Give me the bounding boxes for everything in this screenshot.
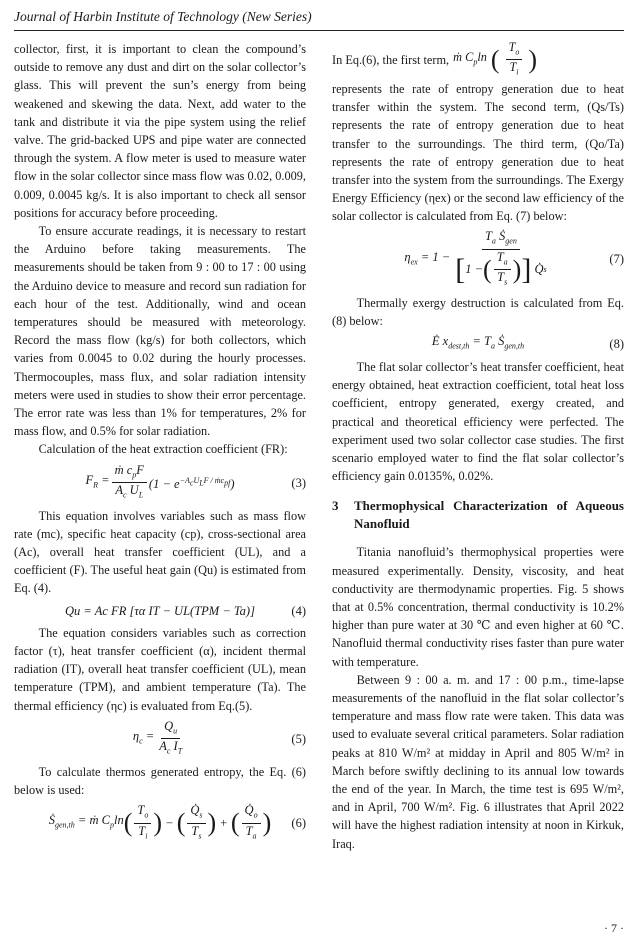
equation-number: (5)	[291, 731, 306, 746]
equation-7: $\eta_{ex} = 1$ − $T_a$ Ṡ$_{gen}$ [ 1 − ( $\frac{T_a}{T_s}$ ) ] Q̇ s (7)	[404, 229, 624, 287]
equation-8: Ė $x_{dest,th} = T_a$ Ṡ$_{gen,th}$ (8)	[332, 332, 624, 356]
journal-header: Journal of Harbin Institute of Technology (New Series)	[14, 9, 312, 24]
paragraph: To ensure accurate readings, it is necessary to restart the Arduino before taking measurements. The measurements should be taken from 9 : 00 to 17 : 00 using the Arduino device to measure and record sun radiation for each hour of the test. Additionally, wind and ocean temperatures should be measured with meteorology. Record the mass flow (kg/s) for both collectors, which varies from 0.0045 to 0.02 during the hourly processes. Thermocouples, mass flux, and solar radiation intensity meters were used in studies to show their error percentage. The error rate was less than 1% for temperatures, 2% for mass flow, and 0.5% for solar radiation.	[14, 224, 306, 439]
paragraph: Thermally exergy destruction is calculated from Eq.(8) below:	[332, 295, 624, 328]
paragraph: In Eq.(6), the first term, ṁ $C_p\ln$ ( $\frac{T_o}{T_i}$ )	[332, 40, 538, 77]
page-number: · 7 ·	[604, 921, 624, 935]
left-column	[14, 40, 306, 847]
equation-number: (3)	[291, 475, 306, 490]
section-number: 3	[332, 498, 339, 514]
paragraph: Calculation of the heat extraction coefficient (FR):	[38, 442, 288, 457]
paragraph: To calculate thermos generated entropy, the Eq. (6) below is used:	[14, 764, 306, 797]
paragraph: collector, first, it is important to clean the compound’s outside to remove any dust and dirt on the solar collector’s glass. This will prevent the sun’s energy from being weakened and skewing the data. Next, add water to the tank and distribute it via the pipe system using the relief valve. The grid-backed UPS and pipe water are connected through the system. A flow meter is used to measure water flow in the solar collector since mass flow was 0.02, 0.009, 0.009, 0.0045 kg/s. It is also important to check all sensor positions for accuracy before proceeding.	[14, 42, 306, 220]
equation-4: Qu = Ac FR [τα IT − UL(TPM − Ta)] (4)	[14, 600, 306, 622]
equation-number: (7)	[609, 252, 624, 267]
equation-6: Ṡ$_{gen,th}$ = ṁ $C_p\ln$ ( $\frac{T_o}{T_i}$ ) − ( $\frac{Q̇_s}{T_s}$ ) + ( $\frac{Q̇_o}{T_a}$ ) (6)	[48, 803, 306, 841]
right-column	[332, 40, 624, 853]
paragraph: This equation involves variables such as mass flow rate (mc), specific heat capacity (cp), cross-sectional area (Ac), overall heat transfer coefficient (UL), and a coefficient (F). The useful heat gain (Qu) is estimated from Eq. (4).	[14, 508, 306, 596]
equation-number: (8)	[609, 336, 624, 351]
paragraph: Titania nanofluid’s thermophysical properties were measured experimentally. Density, viscosity, and heat conductivity are thermodynamic properties. Fig. 5 shows that at 0.5% concentration, thermal conductivity is 10.2% higher than pure water at 30 ℃ and even higher at 60 ℃. Nanofluid thermal conductivity rises faster than pure water with temperature.	[332, 545, 624, 669]
equation-3: $F_R$ = $\frac{ṁ c_pF}{A_c U_L}$ $(1 - e^{-A_cU_LF / ṁc_{pf}})$ (3)	[85, 462, 306, 500]
equation-5: $\eta_c$ = $\frac{Q_u}{A_c I_T}$ (5)	[132, 718, 306, 756]
section-heading	[332, 497, 624, 533]
equation-number: (6)	[291, 816, 306, 830]
paragraph: The equation considers variables such as correction factor (τ), heat transfer coefficient (α), incident thermal radiation (IT), overall heat transfer coefficient (UL), mean temperature (TPM), and ambient temperature (Ta). The thermal efficiency (ηc) is evaluated from Eq.(5).	[14, 625, 306, 713]
equation-number: (4)	[291, 603, 306, 618]
paragraph: represents the rate of entropy generation due to heat transfer within the system. The second term, (Qs/Ts) represents the rate of entropy generation due to heat transfer to the surroundings. The third term, (Qo/Ta) represents the rate of entropy generation due to heat transfer into the system from the surroundings. The Exergy Energy Efficiency (ηex) or the second law efficiency of the solar collector is calculated from Eq. (7) below:	[332, 81, 624, 224]
paragraph: The flat solar collector’s heat transfer coefficient, heat energy obtained, heat extraction coefficient, total heat loss coefficient, entropy generated, exergy created, and practical and theoretical efficiency were perfected. The experiment used two solar collector case studies. The first scenario employed water to find the flat solar collector’s efficiency gain 0.0135%, 0.02%.	[332, 359, 624, 484]
header-rule	[14, 30, 624, 31]
paragraph: Between 9 : 00 a. m. and 17 : 00 p.m., time-lapse measurements of the nanofluid in the flat solar collector’s temperature and mass flow rate were taken. This data was used to evaluate several critical parameters. Solar radiation peaks at 810 W/m² at midday in April and 805 W/m² in March before swiftly declining to its annual low towards the end of the year. In March, the time test is 695 W/m², and in April, 700 W/m². Fig. 6 illustrates that April 2022 will have the highest radiation intensity at noon in Kirkuk, Iraq.	[332, 672, 624, 851]
section-title: Thermophysical Characterization of Aqueous Nanofluid	[354, 498, 624, 532]
